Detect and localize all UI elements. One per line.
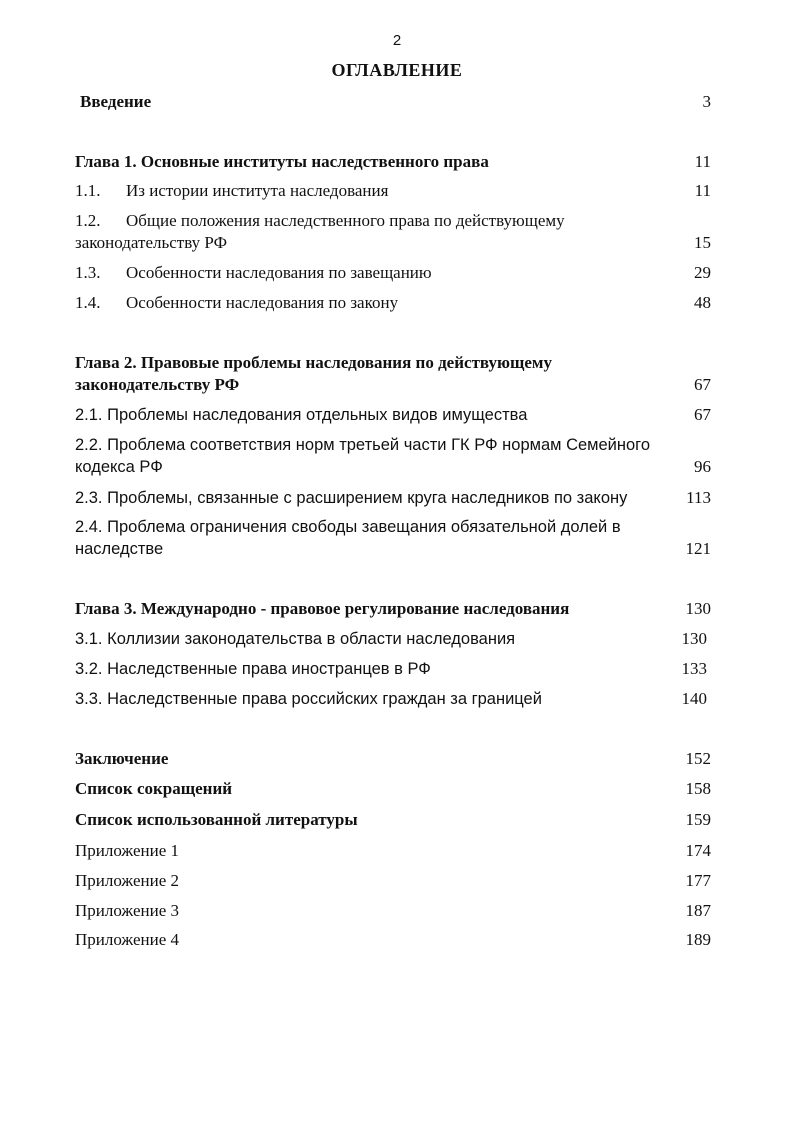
toc-entry-label: 3.2. Наследственные права иностранцев в РФ <box>75 660 431 678</box>
toc-entry-label: Глава 2. Правовые проблемы наследования по действующему <box>75 353 552 372</box>
toc-entry-number: 1.1. <box>75 181 101 200</box>
toc-entry-page: 96 <box>694 457 711 476</box>
toc-entry-label: 2.4. Проблема ограничения свободы завещания обязательной долей в <box>75 518 621 536</box>
toc-entry-conclusion[interactable] <box>75 748 711 770</box>
toc-entry-label: 2.2. Проблема соответствия норм третьей части ГК РФ нормам Семейного <box>75 436 651 454</box>
page-title: ОГЛАВЛЕНИЕ <box>331 60 463 80</box>
toc-entry-number: 1.4. <box>75 293 101 312</box>
toc-entry-3-2[interactable] <box>75 658 707 680</box>
toc-entry-page: 158 <box>685 779 711 798</box>
toc-entry-literature[interactable] <box>75 809 711 831</box>
toc-entry-abbreviations[interactable] <box>75 778 711 800</box>
toc-entry-label: Приложение 2 <box>75 871 179 890</box>
toc-entry-3-3[interactable] <box>75 688 707 710</box>
toc-entry-number: 1.2. <box>75 211 101 230</box>
toc-entry-2-1[interactable] <box>75 404 711 426</box>
toc-entry-2-4[interactable] <box>75 516 711 560</box>
toc-entry-label: 3.1. Коллизии законодательства в области наследования <box>75 630 516 648</box>
toc-entry-label: Приложение 4 <box>75 930 179 949</box>
toc-entry-1-4[interactable] <box>75 292 711 314</box>
toc-entry-label: Заключение <box>75 749 169 768</box>
toc-entry-page: 121 <box>685 539 711 558</box>
toc-entry-1-2[interactable] <box>75 210 711 254</box>
toc-entry-number: 1.3. <box>75 263 101 282</box>
toc-entry-label: Глава 3. Международно - правовое регулирование наследования <box>75 599 570 618</box>
toc-entry-label: 2.1. Проблемы наследования отдельных видов имущества <box>75 406 528 424</box>
toc-entry-page: 130 <box>685 599 711 618</box>
toc-entry-label: 2.3. Проблемы, связанные с расширением круга наследников по закону <box>75 489 628 507</box>
toc-entry-page: 174 <box>685 841 711 860</box>
page-number: 2 <box>392 32 402 49</box>
toc-entry-1-1[interactable] <box>75 180 711 202</box>
toc-entry-label: Список использованной литературы <box>75 810 358 829</box>
toc-entry-label: Введение <box>80 92 152 111</box>
toc-entry-page: 189 <box>685 930 711 949</box>
toc-entry-label-continued: законодательству РФ <box>75 233 227 252</box>
toc-entry-label: Особенности наследования по завещанию <box>126 263 432 282</box>
toc-entry-label: Приложение 3 <box>75 901 179 920</box>
toc-entry-label: Общие положения наследственного права по действующему <box>126 211 565 230</box>
toc-entry-2-3[interactable] <box>75 487 711 509</box>
toc-entry-label-continued: кодекса РФ <box>75 458 163 476</box>
toc-entry-label: Глава 1. Основные институты наследственного права <box>75 152 489 171</box>
toc-entry-appendix-1[interactable] <box>75 840 711 862</box>
toc-entry-page: 140 <box>681 689 707 708</box>
toc-entry-label-continued: законодательству РФ <box>75 375 240 394</box>
toc-entry-intro[interactable] <box>80 91 711 113</box>
toc-entry-label: Из истории института наследования <box>126 181 389 200</box>
toc-entry-page: 11 <box>694 152 711 171</box>
toc-entry-page: 113 <box>686 488 711 507</box>
toc-entry-page: 152 <box>685 749 711 768</box>
toc-entry-page: 11 <box>694 181 711 200</box>
toc-entry-2-2[interactable] <box>75 434 711 478</box>
toc-entry-label: Особенности наследования по закону <box>126 293 399 312</box>
toc-entry-page: 29 <box>694 263 711 282</box>
toc-entry-chapter-2[interactable] <box>75 352 711 396</box>
toc-entry-appendix-2[interactable] <box>75 870 711 892</box>
toc-entry-appendix-4[interactable] <box>75 929 711 951</box>
toc-entry-1-3[interactable] <box>75 262 711 284</box>
toc-entry-page: 67 <box>694 375 711 394</box>
toc-entry-page: 177 <box>685 871 711 890</box>
toc-entry-page: 15 <box>694 233 711 252</box>
toc-entry-label-continued: наследстве <box>75 540 164 558</box>
toc-entry-chapter-3[interactable] <box>75 598 711 620</box>
toc-entry-page: 67 <box>694 405 711 424</box>
toc-entry-label: Приложение 1 <box>75 841 179 860</box>
toc-entry-chapter-1[interactable] <box>75 151 711 173</box>
toc-entry-page: 130 <box>681 629 707 648</box>
toc-entry-page: 159 <box>685 810 711 829</box>
toc-entry-appendix-3[interactable] <box>75 900 711 922</box>
toc-entry-label: Список сокращений <box>75 779 233 798</box>
toc-entry-page: 133 <box>681 659 707 678</box>
toc-entry-label: 3.3. Наследственные права российских граждан за границей <box>75 690 542 708</box>
toc-entry-page: 3 <box>702 92 711 111</box>
toc-entry-page: 48 <box>694 293 711 312</box>
toc-entry-page: 187 <box>685 901 711 920</box>
toc-entry-3-1[interactable] <box>75 628 707 650</box>
